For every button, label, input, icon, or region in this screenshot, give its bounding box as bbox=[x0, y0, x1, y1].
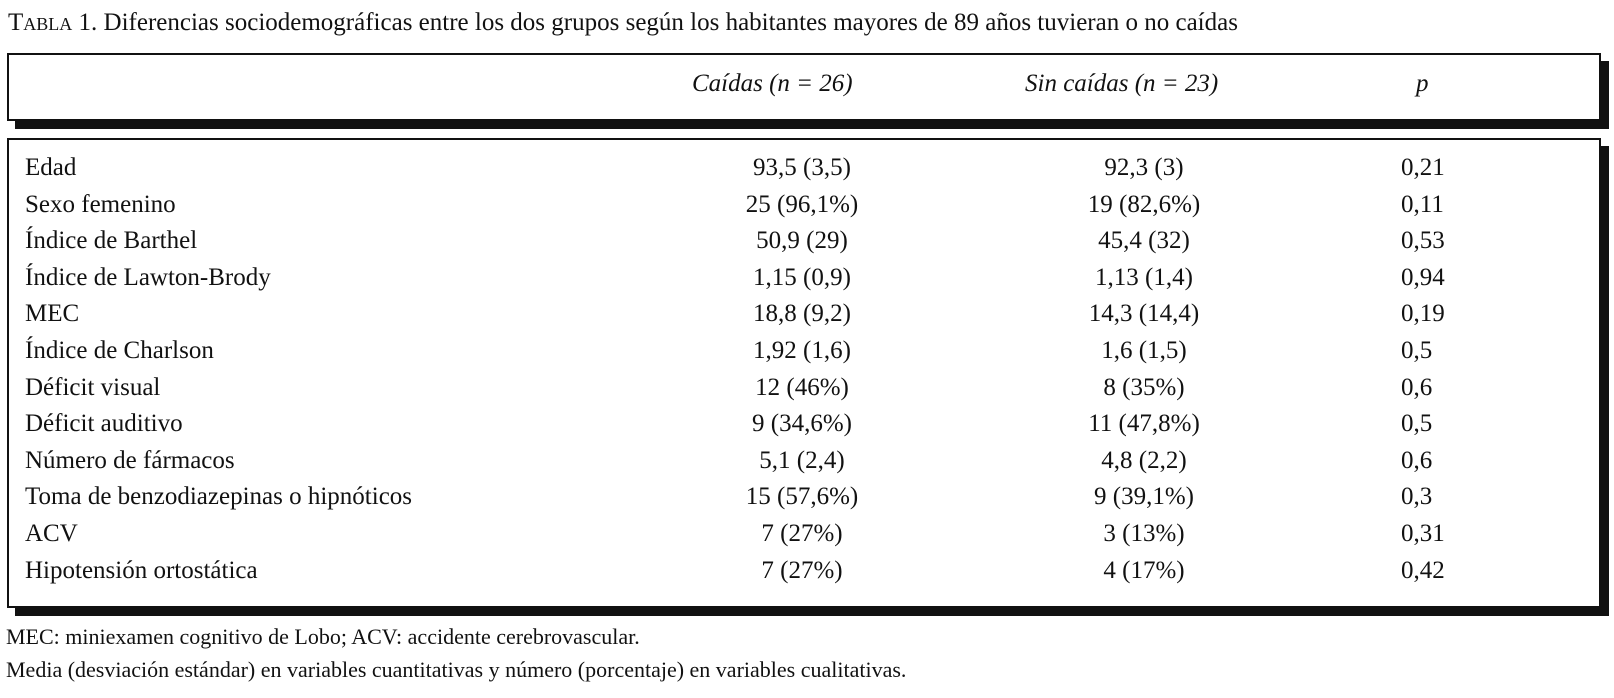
cell-no-falls: 19 (82,6%) bbox=[1087, 190, 1201, 218]
table-caption-label: Tabla 1. bbox=[8, 9, 98, 36]
row-label: Déficit auditivo bbox=[25, 410, 183, 438]
header-falls: Caídas (n = 26) bbox=[692, 70, 853, 97]
row-label: ACV bbox=[25, 519, 78, 547]
cell-p-value: 0,6 bbox=[1401, 446, 1433, 474]
table-row bbox=[9, 516, 1599, 553]
cell-p-value: 0,53 bbox=[1401, 227, 1445, 255]
row-label: Índice de Charlson bbox=[25, 336, 214, 364]
table-row bbox=[9, 260, 1599, 297]
table-row bbox=[9, 187, 1599, 224]
cell-p-value: 0,5 bbox=[1401, 336, 1433, 364]
row-label: Sexo femenino bbox=[25, 190, 176, 218]
table-row bbox=[9, 150, 1599, 187]
cell-no-falls: 4,8 (2,2) bbox=[1101, 446, 1187, 474]
table-row bbox=[9, 479, 1599, 516]
row-label: MEC bbox=[25, 300, 80, 328]
header-no-falls: Sin caídas (n = 23) bbox=[1025, 70, 1219, 97]
cell-no-falls: 14,3 (14,4) bbox=[1088, 300, 1200, 328]
cell-falls: 18,8 (9,2) bbox=[753, 300, 851, 328]
cell-falls: 50,9 (29) bbox=[756, 227, 848, 255]
row-label: Índice de Lawton-Brody bbox=[25, 263, 271, 291]
row-label: Número de fármacos bbox=[25, 446, 235, 474]
cell-no-falls: 92,3 (3) bbox=[1104, 154, 1184, 181]
table-body bbox=[7, 138, 1601, 608]
cell-p-value: 0,31 bbox=[1401, 519, 1445, 547]
cell-p-value: 0,94 bbox=[1401, 263, 1445, 291]
table-row bbox=[9, 333, 1599, 370]
cell-p-value: 0,5 bbox=[1401, 410, 1433, 438]
table-row bbox=[9, 443, 1599, 480]
cell-p-value: 0,11 bbox=[1401, 190, 1444, 218]
row-label: Déficit visual bbox=[25, 373, 161, 401]
cell-no-falls: 1,6 (1,5) bbox=[1101, 336, 1187, 364]
cell-p-value: 0,6 bbox=[1401, 373, 1433, 401]
table-row bbox=[9, 406, 1599, 443]
table-caption bbox=[8, 8, 1238, 38]
cell-no-falls: 45,4 (32) bbox=[1098, 227, 1190, 255]
row-label: Índice de Barthel bbox=[25, 227, 198, 255]
table-footnote: Media (desviación estándar) en variables cuantitativas y número (porcentaje) en variables cualitativas. bbox=[6, 657, 907, 682]
cell-falls: 25 (96,1%) bbox=[745, 190, 859, 218]
cell-falls: 1,92 (1,6) bbox=[753, 336, 851, 364]
cell-p-value: 0,3 bbox=[1401, 483, 1433, 511]
row-label: Edad bbox=[25, 154, 77, 181]
table-footnote: MEC: miniexamen cognitivo de Lobo; ACV: accidente cerebrovascular. bbox=[6, 624, 640, 649]
table-row bbox=[9, 223, 1599, 260]
cell-no-falls: 11 (47,8%) bbox=[1088, 410, 1200, 438]
cell-p-value: 0,19 bbox=[1401, 300, 1445, 328]
cell-no-falls: 1,13 (1,4) bbox=[1095, 263, 1193, 291]
cell-p-value: 0,21 bbox=[1401, 154, 1445, 181]
table-row bbox=[9, 370, 1599, 407]
table-header bbox=[7, 53, 1601, 121]
cell-no-falls: 8 (35%) bbox=[1103, 373, 1185, 401]
cell-falls: 12 (46%) bbox=[755, 373, 849, 401]
cell-no-falls: 3 (13%) bbox=[1103, 519, 1185, 547]
cell-falls: 7 (27%) bbox=[761, 519, 843, 547]
cell-falls: 15 (57,6%) bbox=[745, 483, 859, 511]
cell-falls: 93,5 (3,5) bbox=[753, 154, 851, 181]
cell-no-falls: 4 (17%) bbox=[1103, 556, 1185, 584]
cell-falls: 7 (27%) bbox=[761, 556, 843, 584]
cell-p-value: 0,42 bbox=[1401, 556, 1445, 584]
row-label: Toma de benzodiazepinas o hipnóticos bbox=[25, 483, 413, 511]
header-p-value: p bbox=[1416, 70, 1429, 97]
cell-falls: 9 (34,6%) bbox=[752, 410, 852, 438]
table-caption-text: Diferencias sociodemográficas entre los dos grupos según los habitantes mayores de 89 años tuvieran o no caídas bbox=[103, 9, 1238, 36]
row-label: Hipotensión ortostática bbox=[25, 556, 258, 584]
table-row bbox=[9, 296, 1599, 333]
table-row bbox=[9, 553, 1599, 590]
cell-falls: 5,1 (2,4) bbox=[759, 446, 845, 474]
cell-no-falls: 9 (39,1%) bbox=[1094, 483, 1194, 511]
cell-falls: 1,15 (0,9) bbox=[753, 263, 851, 291]
